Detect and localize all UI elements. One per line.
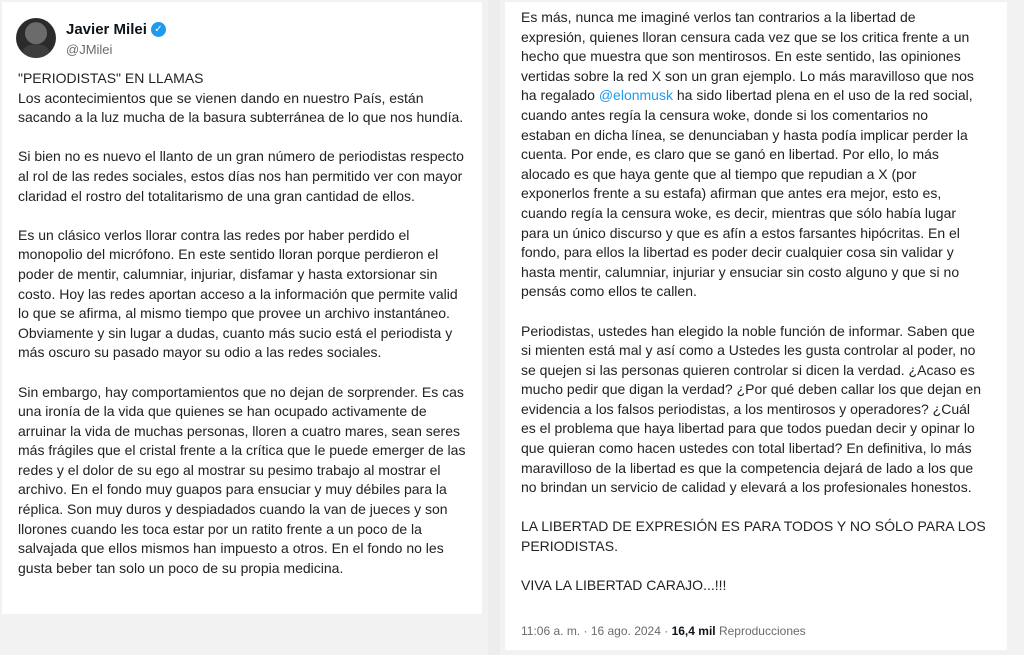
meta-separator: · [580, 624, 591, 638]
text-line: una ironía de la vida que quienes se han ocupado activamente de [18, 403, 427, 420]
text-line: alocado es que haya gente que al tiempo que repudian a X (por [521, 165, 917, 182]
text-line: para un único discurso y que es afín a estos farsantes hipócritas. En el [521, 224, 960, 241]
text-fragment: ha regalado [521, 87, 599, 104]
text-fragment: ha sido libertad plena en el uso de la red social, [672, 87, 973, 104]
verified-badge-icon: ✓ [151, 22, 166, 37]
text-line: hecho que muestra que son mentirosos. En este sentido, las opiniones [521, 48, 961, 65]
text-line: que quieran como hacen ustedes con total libertad? En definitiva, lo más [521, 440, 972, 457]
mention-link[interactable]: @elonmusk [598, 87, 673, 104]
text-line: Sin embargo, hay comportamientos que no dejan de sorprender. Es cas [18, 383, 464, 400]
text-line: costo. Hoy las redes aportan acceso a la información que permite valid [18, 285, 458, 302]
text-line: no brindan un servicio de calidad y elevará a los profesionales honestos. [521, 479, 972, 496]
tweet-title: "PERIODISTAS" EN LLAMAS [18, 70, 204, 86]
text-line: cuando antes regía la censura woke, donde si los comentarios no [521, 106, 929, 123]
tweet-meta [521, 624, 806, 638]
text-line: sacando a la luz mucha de la basura subterránea de lo que nos hundía. [18, 109, 464, 126]
text-line: gusta beber tan solo un poco de su propia medicina. [18, 559, 344, 576]
text-line: lo que se afirma, al mismo tiempo que provee un archivo instantáneo. [18, 305, 450, 322]
meta-separator: · [660, 624, 672, 638]
text-line: archivo. En el fondo muy guapos para ensuciar y muy débiles para la [18, 481, 447, 498]
paragraph-gap [521, 557, 1001, 577]
text-line: VIVA LA LIBERTAD CARAJO...!!! [521, 577, 727, 594]
text-line: maravilloso de la libertad es que la competencia dejará de lado a los que [521, 459, 974, 476]
text-line: vertidas sobre la red X son un gran ejemplo. Lo más maravilloso que nos [521, 67, 974, 84]
text-line: es el problema que haya libertad para que todos puedan decir y opinar lo [521, 420, 975, 437]
paragraph-gap [18, 128, 482, 148]
text-line: Obviamente y sin lugar a dudas, cuanto más sucio está el periodista y [18, 324, 453, 341]
text-line: evidencia a los falsos periodistas, a los mentirosos y operadores? ¿Cuál [521, 400, 971, 417]
text-line: réplica. Son muy duros y despiadados cuando la van de jueces y son [18, 501, 448, 518]
tweet-text-right [521, 8, 1001, 596]
text-line: monopolio del micrófono. En este sentido lloran porque perdieron el [18, 246, 439, 263]
author-name-row[interactable] [66, 21, 166, 38]
author-name[interactable]: Javier Milei [66, 21, 147, 38]
text-line: hasta mentir, calumniar, injuriar y ensuciar sin costo alguno y que si no [521, 263, 960, 280]
text-line: pensás como ellos te callen. [521, 283, 697, 300]
tweet-text-left [18, 69, 482, 578]
text-line: claridad el rostro del totalitarismo de una gran cantidad de ellos. [18, 187, 415, 204]
text-line: si mienten está mal y así como a Ustedes les gusta controlar al poder, no [521, 342, 976, 359]
text-line: Periodistas, ustedes han elegido la noble función de informar. Saben que [521, 322, 975, 339]
views-count: 16,4 mil [671, 624, 716, 638]
paragraph-gap [521, 498, 1001, 518]
avatar[interactable] [16, 18, 56, 58]
text-line: poder de mentir, calumniar, injuriar, disfamar y hasta extorsionar sin [18, 265, 438, 282]
panel-divider [488, 0, 500, 655]
text-line: arruinar la vida de muchas personas, lloren a cuatro mares, sean seres [18, 422, 460, 439]
tweet-date[interactable]: 16 ago. 2024 [590, 624, 661, 638]
text-line: al rol de las redes sociales, estos días nos han permitido ver con mayor [18, 167, 463, 184]
text-line: LA LIBERTAD DE EXPRESIÓN ES PARA TODOS Y NO SÓLO PARA LOS [521, 518, 986, 535]
tweet-right-panel [505, 2, 1007, 650]
paragraph-gap [521, 302, 1001, 322]
text-line: redes y el dolor de su ego al mostrar su pesimo trabajo al mostrar el [18, 461, 441, 478]
text-line: estaban en dicha línea, se denunciaban y hasta podía implicar perder la [521, 126, 968, 143]
text-line: más oscuro su pasado mayor su odio a las redes sociales. [18, 344, 382, 361]
text-line: fondo, para ellos la libertad es poder decir cualquier cosa sin validar y [521, 244, 954, 261]
tweet-time[interactable]: 11:06 a. m. [521, 624, 581, 638]
text-line: se quejen si las personas quieren controlar si dicen la verdad. ¿Acaso es [521, 361, 975, 378]
paragraph-gap [18, 206, 482, 226]
text-line: más frágiles que el cristal frente a la crítica que le puede emerger de las [18, 442, 466, 459]
paragraph-gap [18, 363, 482, 383]
text-line: cuenta. Por ende, es claro que se ganó en libertad. Por ello, lo más [521, 146, 939, 163]
text-line: expresión, quienes lloran censura cada vez que se los critica frente a un [521, 28, 970, 45]
text-line: Los acontecimientos que se vienen dando en nuestro País, están [18, 89, 424, 106]
text-line: Si bien no es nuevo el llanto de un gran número de periodistas respecto [18, 148, 464, 165]
text-line: PERIODISTAS. [521, 538, 618, 555]
views-label: Reproducciones [718, 624, 806, 638]
text-line: Es un clásico verlos llorar contra las redes por haber perdido el [18, 226, 410, 243]
text-line: Es más, nunca me imaginé verlos tan contrarios a la libertad de [521, 9, 916, 25]
text-line: salvajada que ellos mismos han impuesto a otros. En el fondo no les [18, 540, 444, 557]
text-line: exponerlos frente a su estafa) afirman que antes era mejor, esto es, [521, 185, 942, 202]
text-line: mucho pedir que digan la verdad? ¿Por qué deben callar los que dejan en [521, 381, 981, 398]
tweet-left-panel [2, 2, 482, 614]
text-line-with-mention [521, 86, 1001, 106]
text-line: llorones cuando les toca estar por un ratito frente a un poco de la [18, 520, 422, 537]
author-handle[interactable]: @JMilei [66, 42, 113, 57]
text-line: cuando regía la censura woke, es decir, mientras que sólo había lugar [521, 204, 957, 221]
